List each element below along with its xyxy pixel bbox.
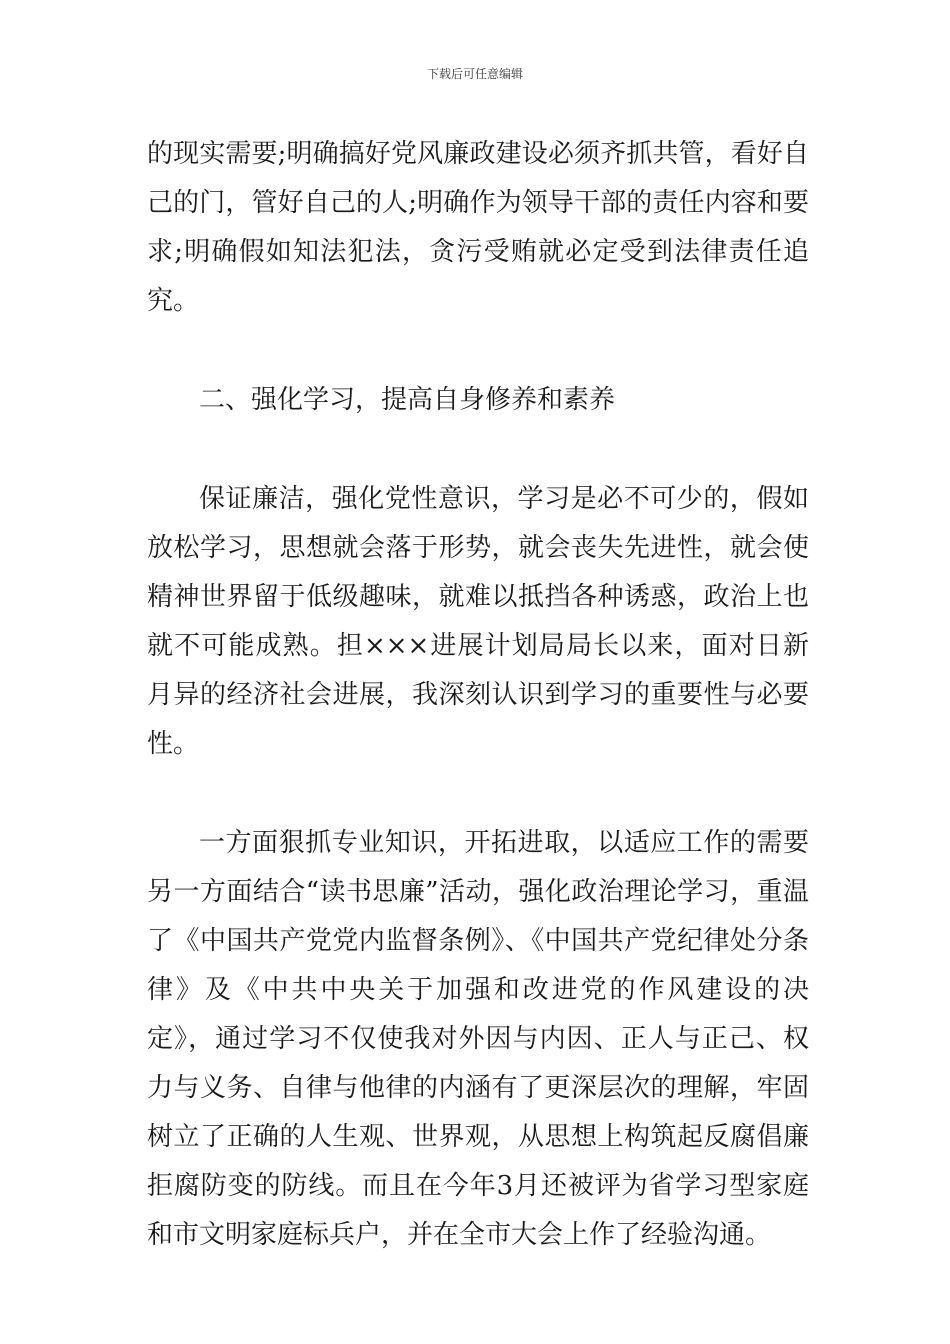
section-heading: 二、强化学习，提高自身修养和素养: [199, 385, 616, 415]
paragraph-study-importance: 保证廉洁，强化党性意识，学习是必不可少的，假如放松学习，思想就会落于形势，就会丧失先进性，就会使精神世界留于低级趣味，就难以抵挡各种诱惑，政治上也就不可能成熟。担×××进展计划局局长以来，面对日新月异的经济社会进展，我深刻认识到学习的重要性与必要性。: [147, 484, 809, 759]
paragraph-study-actions: 一方面狠抓专业知识，开拓进取，以适应工作的需要另一方面结合“读书思廉”活动，强化政治理论学习，重温了《中国共产党党内监督条例》、《中国共产党纪律处分条律》及《中共中央关于加强和改进党的作风建设的决定》，通过学习不仅使我对外因与内因、正人与正己、权力与义务、自律与他律的内涵有了更深层次的理解，牢固树立了正确的人生观、世界观，从思想上构筑起反腐倡廉拒腐防变的防线。而且在今年3月还被评为省学习型家庭和市文明家庭标兵户，并在全市大会上作了经验沟通。: [147, 828, 809, 1250]
paragraph-continuation: 的现实需要;明确搞好党风廉政建设必须齐抓共管，看好自己的门，管好自己的人;明确作为领导干部的责任内容和要求;明确假如知法犯法，贪污受贿就必定受到法律责任追究。: [147, 139, 809, 316]
document-body: [147, 130, 809, 1310]
page-header: 下载后可任意编辑: [426, 67, 523, 81]
